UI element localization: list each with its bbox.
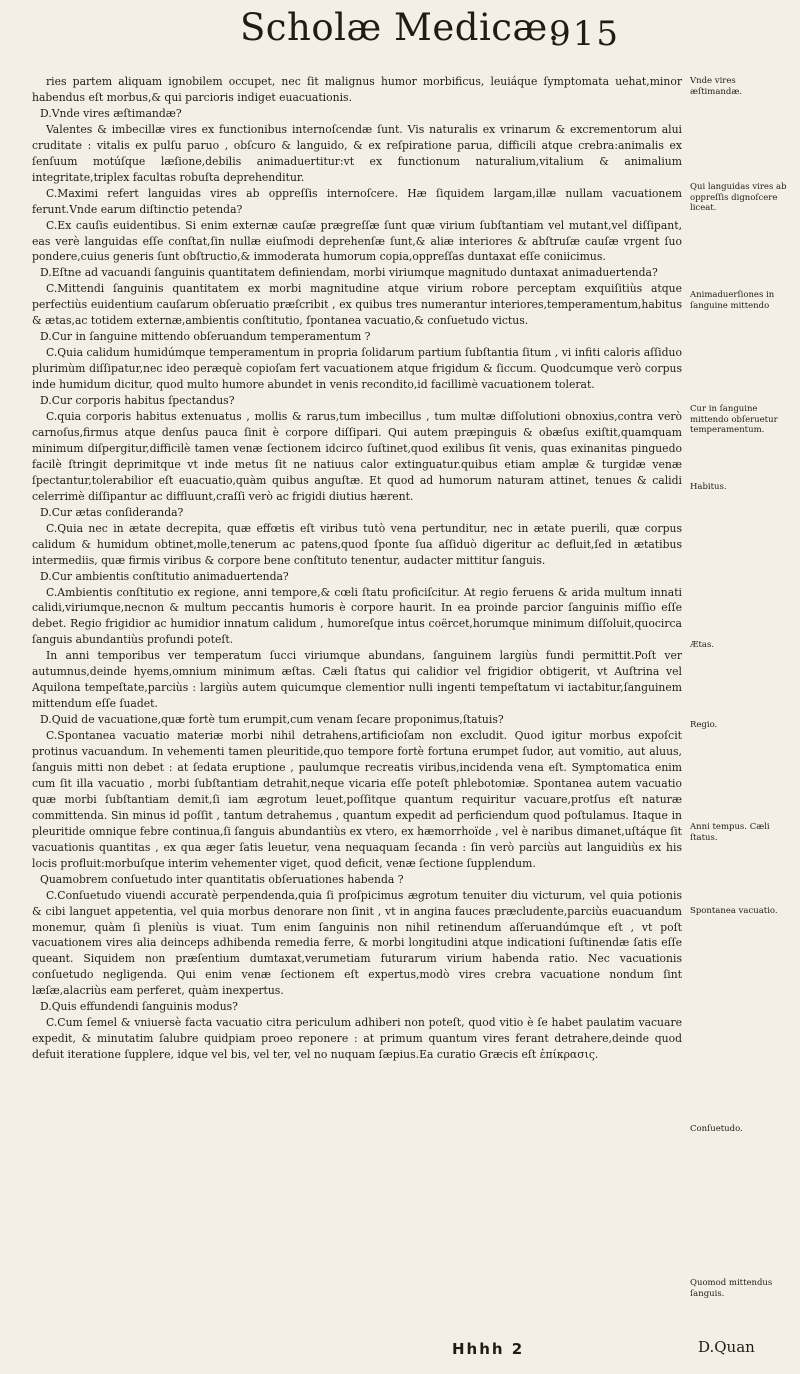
paragraph: C.Ambientis conſtitutio ex regione, anni tempore,& cœli ſtatu proficiſcitur. At regio feruens & arida multum innati calidi,viriumque,necnon & multum peccantis humoris è corpore haurit. In ea proinde parcior ſanguinis miſſio eſſe debet. Regio frigidior ac humidior innatum calidum , humoreſque intus coërcet,horumque minimum diſſoluit,quocirca ſanguis abundantiùs profundi poteſt.	[32, 585, 682, 647]
margin-note: Anni tempus. Cæli ſtatus.	[690, 822, 770, 843]
margin-note: Qui languidas vires ab oppreſſis dignoſcere liceat.	[690, 182, 787, 213]
paragraph: C.Maximi refert languidas vires ab oppreſſis internoſcere. Hæ ſiquidem largam,illæ nullam vacuationem ferunt.Vnde earum diſtinctio petenda?	[32, 186, 682, 216]
question: D.Vnde vires æſtimandæ?	[40, 106, 182, 120]
margin-note: Habitus.	[690, 482, 727, 492]
question: D.Eſtne ad vacuandi ſanguinis quantitatem definiendam, morbi viriumque magnitudo duntaxat animaduertenda?	[40, 266, 658, 280]
paragraph: C.Cum ſemel & vniuersè facta vacuatio citra periculum adhiberi non poteſt, quod vitio è ſe habet paulatim vacuare expedit, & minutatim ſalubre quidpiam proeo reponere : at primum quantum vires ferant detrahere,deinde quod defuit iteratione ſupplere, idque vel bis, vel ter, vel no nuquam ſæpius.Ea curatio Græcis eſt ἐπίκρασις.	[32, 1016, 682, 1062]
paragraph: C.Quia nec in ætate decrepita, quæ effœtis eſt viribus tutò vena pertunditur, nec in ætate puerili, quæ corpus calidum & humidum obtinet,molle,tenerum ac patens,quod ſponte ſua aſſiduò digeritur ac defluit,ſed in ætatibus intermediis, quæ firmis viribus & corpore bene conſtituto tenentur, audacter mittitur ſanguis.	[32, 521, 682, 567]
question: D.Cur ætas conſideranda?	[40, 505, 184, 519]
question: D.Quis effundendi ſanguinis modus?	[40, 1000, 238, 1014]
paragraph: C.Ex cauſis euidentibus. Si enim externæ cauſæ prægreſſæ ſunt quæ virium ſubſtantiam vel mutant,vel diſſipant, eas verè languidas eſſe conſtat,ſin nullæ eiuſmodi deprehenſæ ſunt,& aliæ interiores & abſtruſæ cauſæ vrgent ſuo pondere,cuius generis ſunt obſtructio,& immoderata humorum copia,oppreſſas duntaxat eſſe coniicimus.	[32, 218, 682, 264]
margin-note: Vnde vires æſtimandæ.	[690, 76, 743, 97]
paragraph: C.Conſuetudo viuendi accuratè perpendenda,quia ſi proſpicimus ægrotum tenuiter diu victurum, vel quia potionis & cibi languet appetentia, vel quia morbus denorare non ſinit , vt in angina fauces præcludente,parciùs euacuandum monemur, quàm ſi pleniùs is viuat. Tum enim ſanguinis non nihil retinendum aſſeruandúmque eſt , vt poſt vacuationem vires alia deinceps adhibenda remedia ferre, & morbi longitudini atque indicationi ſuſtinendæ ſatis eſſe queant. Siquidem non præſentium dumtaxat,verumetiam futurarum virium habenda ratio. Nec vacuationis conſuetudo negligenda. Qui enim venæ ſectionem eſt expertus,modò vires crebra vacuatione nondum ſint læſæ,alacriùs eam perferet, quàm inexpertus.	[32, 888, 682, 998]
question: D.Cur corporis habitus ſpectandus?	[40, 394, 235, 408]
signature-mark: Hhhh 2	[452, 1340, 525, 1358]
paragraph: Valentes & imbecillæ vires ex functionibus internoſcendæ ſunt. Vis naturalis ex vrinarum & excrementorum alui cruditate : vitalis ex pulſu paruo , obſcuro & languido, & ex reſpiratione parua, difficili atque crebra:animalis ex ſenſuum motúſque læſione,debilis animaduertitur:vt ex functionum naturalium,vitalium & animalium integritate,triplex facultas robuſta deprehenditur.	[32, 122, 682, 184]
paragraph: In anni temporibus ver temperatum ſucci viriumque abundans, ſanguinem largiùs fundi permittit.Poſt ver autumnus,deinde hyems,omnium minimum æſtas. Cæli ſtatus qui calidior vel frigidior obtigerit, vt Auſtrina vel Aquilona tempeſtate,parciùs : largiùs autem quicumque clementior nulli ingenti tempeſtatum vi iactabitur,ſanguinem mittendum eſſe ſuadet.	[32, 649, 682, 711]
margin-note: Ætas.	[690, 640, 715, 650]
margin-note: Animaduerſiones in ſanguine mittendo	[690, 290, 775, 311]
main-text-column	[32, 74, 682, 1063]
margin-note: Cur in ſanguine mittendo obſeruetur temperamentum.	[690, 404, 778, 435]
question: D.Cur ambientis conſtitutio animaduertenda?	[40, 569, 289, 583]
running-head-title: Scholæ Medicæ.	[239, 6, 561, 49]
catchword: D.Quan	[698, 1338, 755, 1356]
margin-note: Conſuetudo.	[690, 1124, 743, 1134]
paragraph: ries partem aliquam ignobilem occupet, nec ſit malignus humor morbificus, leuiáque ſymptomata uehat,minor habendus eſt morbus,& qui parcioris indiget euacuationis.	[32, 75, 682, 104]
margin-note: Regio.	[690, 720, 718, 730]
paragraph: C.Quia calidum humidúmque temperamentum in propria ſolidarum partium ſubſtantia ſitum , vi infiti caloris aſſiduo plurimùm diſſipatur,nec ideo peræquè copioſam fert vacuationem atque frigidum & ſiccum. Quodcumque verò corpus inde humidum dicitur, quod multo humore abundet in venis recondito,id facillimè vacuationem tolerat.	[32, 346, 682, 392]
paragraph: C.quia corporis habitus extenuatus , mollis & rarus,tum imbecillus , tum multæ diſſolutioni obnoxius,contra verò carnoſus,firmus atque denſus pauca ſinit è corpore diſſipari. Qui autem præpinguis & obæſus exiſtit,quamquam minimum diſpergitur,difficilè tamen venæ ſectionem idcirco ſuſtinet,quod exilibus ſit venis, quas exinanitas pinguedo facilè ſtringit deprimitque vt inde metus ſit ne natiuus calor extinguatur.quibus etiam amplæ & turgidæ venæ ſpectantur,tolerabilior eſt euacuatio,quàm quibus anguſtæ. Et quod ad humorum naturam attinet, tenues & calidi celerrimè diſſipantur ac diffluunt,craſſi verò ac frigidi diutius hærent.	[32, 410, 682, 503]
margin-note: Spontanea vacuatio.	[690, 906, 778, 916]
paragraph: C.Mittendi ſanguinis quantitatem ex morbi magnitudine atque virium robore perceptam exquiſitiùs atque perfectiùs euidentium cauſarum obſeruatio præſcribit , ex quibus tres numerantur interiores,temperamentum,habitus & ætas,ac totidem externæ,ambientis conſtitutio, ſpontanea vacuatio,& conſuetudo victus.	[32, 282, 682, 328]
margin-note: Quomod mittendus ſanguis.	[690, 1278, 773, 1299]
question: D.Quid de vacuatione,quæ fortè tum erumpit,cum venam ſecare proponimus,ſtatuis?	[40, 713, 504, 727]
page-number: 915	[549, 14, 620, 54]
question: Quamobrem conſuetudo inter quantitatis obſeruationes habenda ?	[40, 872, 404, 886]
question: D.Cur in ſanguine mittendo obſeruandum temperamentum ?	[40, 330, 371, 344]
paragraph: C.Spontanea vacuatio materiæ morbi nihil detrahens,artificioſam non excludit. Quod igitur morbus expoſcit protinus vacuandum. In vehementi tamen pleuritide,quo tempore fortè fortuna erumpet ſudor, aut vomitio, aut aluus, ſanguis mitti non debet : at ſedata eruptione , paulumque recreatis viribus,incidenda vena eſt. Symptomatica enim cum ſit illa vacuatio , morbi ſubſtantiam detrahit,neque vicaria eſſe poteſt phlebotomiæ. Spontanea autem vacuatio quæ morbi ſubſtantiam demit,ſi iam ægrotum leuet,poſſitque quantum requiritur vacuare,protſus eſt naturæ committenda. Sin minus id poſſit , tantum detrahemus , quantum expedit ad perficiendum quod poſtulamus. Itaque in pleuritide omnique febre continua,ſi ſanguis abundantiùs ex vtero, ex hæmorrhoïde , vel è naribus dimanet,uſtáque ſit vacuationis quantitas , ex qua æger ſatis leuetur, vena nequaquam ſecanda : ſin verò parciùs aut languidiùs ex his locis profluit:morbuſque interim vehementer viget, quod deficit, venæ ſectione ſupplendum.	[32, 729, 682, 870]
